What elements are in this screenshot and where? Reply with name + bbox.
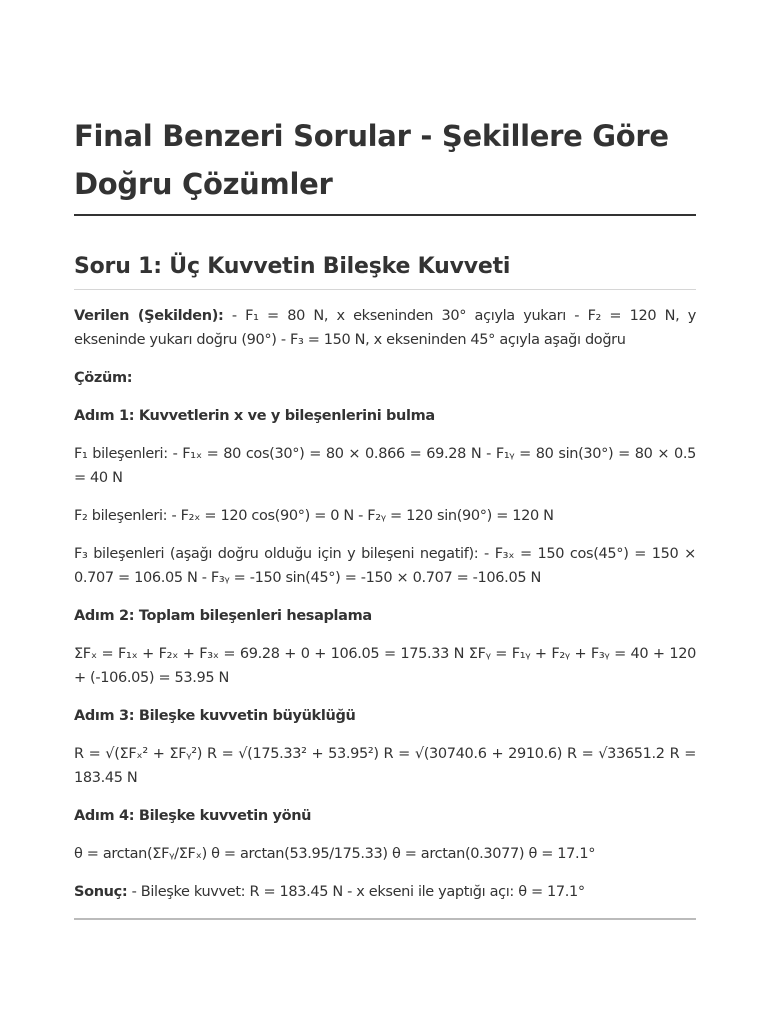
given-label: Verilen (Şekilden): xyxy=(74,308,224,324)
step1-heading: Adım 1: Kuvvetlerin x ve y bileşenlerini bulma xyxy=(74,408,435,424)
title-divider xyxy=(74,214,696,216)
step1-f3-components: F₃ bileşenleri (aşağı doğru olduğu için y bileşeni negatif): - F₃ₓ = 150 cos(45°) = 150 × 0.707 = 106.05 N - F₃ᵧ = -150 sin(45°) = -150 × 0.707 = -106.05 N xyxy=(74,546,696,586)
section-title: Soru 1: Üç Kuvvetin Bileşke Kuvveti xyxy=(74,254,511,279)
step3-text: R = √(ΣFₓ² + ΣFᵧ²) R = √(175.33² + 53.95²) R = √(30740.6 + 2910.6) R = √33651.2 R = 183.45 N xyxy=(74,746,696,786)
solution-label: Çözüm: xyxy=(74,370,133,386)
step1-f2-components: F₂ bileşenleri: - F₂ₓ = 120 cos(90°) = 0 N - F₂ᵧ = 120 sin(90°) = 120 N xyxy=(74,508,554,524)
given-paragraph xyxy=(74,304,696,352)
step3-heading: Adım 3: Bileşke kuvvetin büyüklüğü xyxy=(74,708,356,724)
result-paragraph xyxy=(74,880,696,904)
given-text: - F₁ = 80 N, x ekseninden 30° açıyla yukarı - F₂ = 120 N, y ekseninde yukarı doğru (90°) - F₃ = 150 N, x ekseninden 45° açıyla aşağı doğru xyxy=(74,308,696,348)
end-divider xyxy=(74,918,696,920)
section-divider xyxy=(74,289,696,290)
document-content xyxy=(74,112,696,920)
page-title: Final Benzeri Sorular - Şekillere Göre Doğru Çözümler xyxy=(74,119,669,201)
step4-text: θ = arctan(ΣFᵧ/ΣFₓ) θ = arctan(53.95/175.33) θ = arctan(0.3077) θ = 17.1° xyxy=(74,846,596,862)
step2-text: ΣFₓ = F₁ₓ + F₂ₓ + F₃ₓ = 69.28 + 0 + 106.05 = 175.33 N ΣFᵧ = F₁ᵧ + F₂ᵧ + F₃ᵧ = 40 + 120 + (-106.05) = 53.95 N xyxy=(74,646,696,686)
result-label: Sonuç: xyxy=(74,884,128,900)
step4-heading: Adım 4: Bileşke kuvvetin yönü xyxy=(74,808,312,824)
step1-f1-components: F₁ bileşenleri: - F₁ₓ = 80 cos(30°) = 80 × 0.866 = 69.28 N - F₁ᵧ = 80 sin(30°) = 80 × 0.5 = 40 N xyxy=(74,446,696,486)
result-text: - Bileşke kuvvet: R = 183.45 N - x ekseni ile yaptığı açı: θ = 17.1° xyxy=(127,884,585,900)
step2-heading: Adım 2: Toplam bileşenleri hesaplama xyxy=(74,608,372,624)
